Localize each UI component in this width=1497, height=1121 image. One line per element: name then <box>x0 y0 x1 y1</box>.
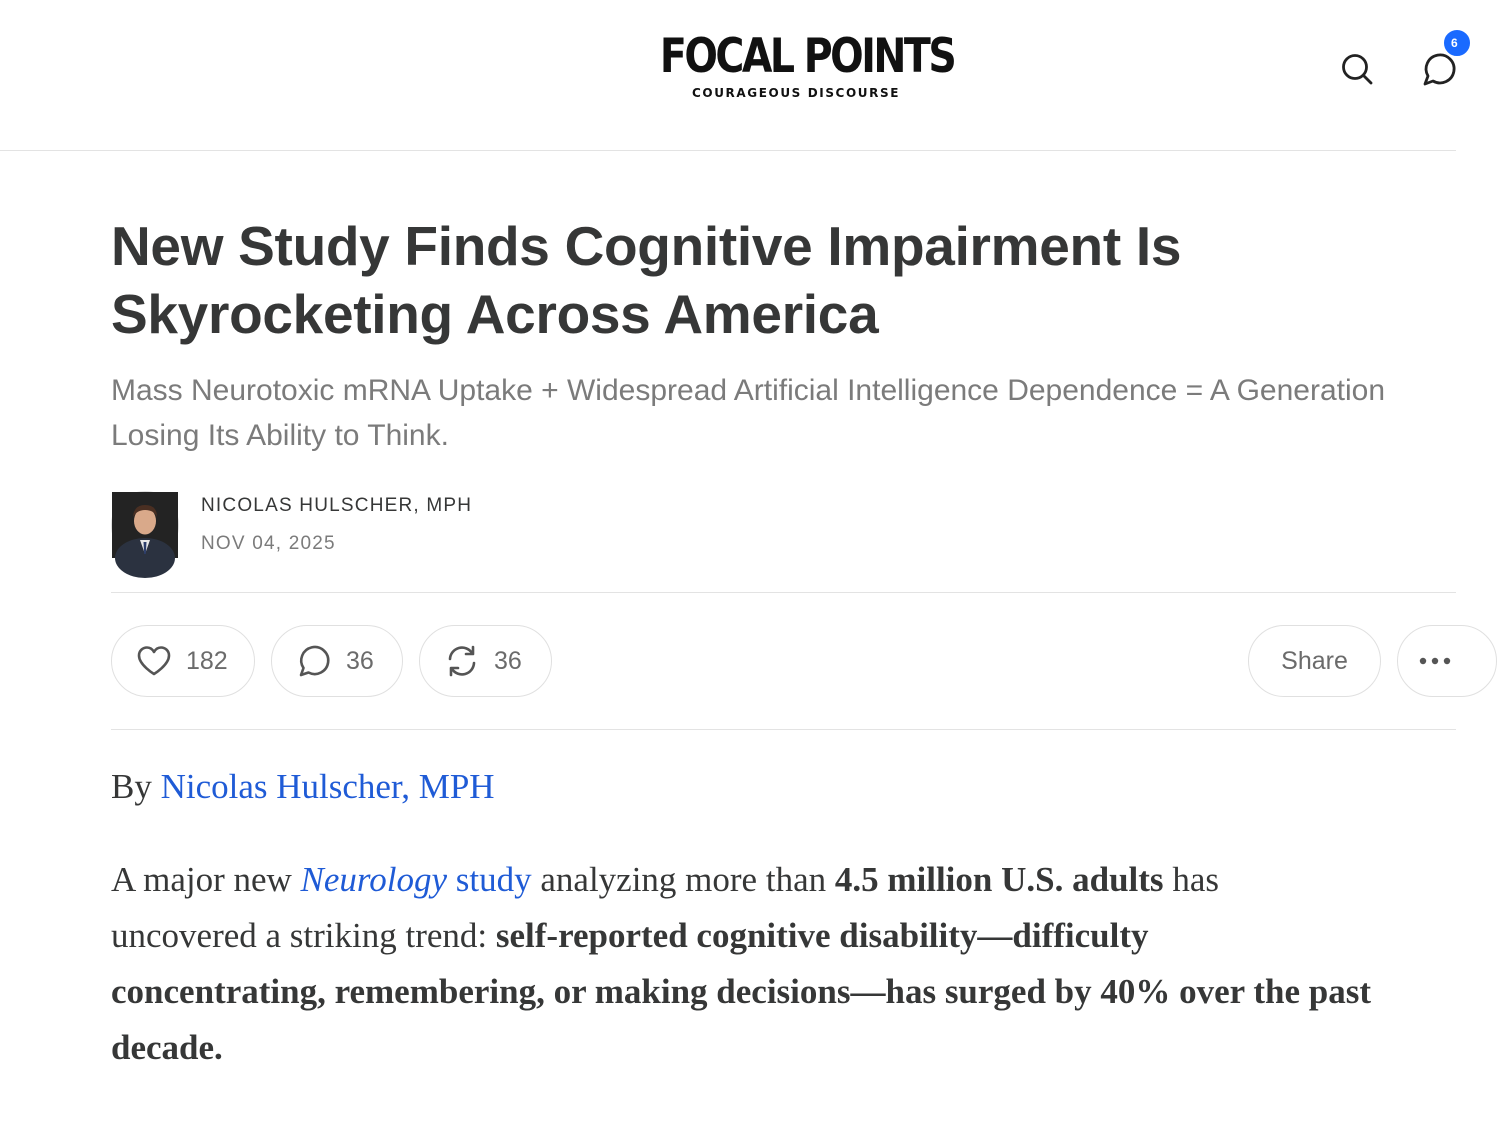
like-button[interactable] <box>111 625 255 697</box>
byline-prefix: By <box>111 767 152 806</box>
byline-author-link[interactable]: Nicolas Hulscher, MPH <box>160 767 495 806</box>
paragraph-line <box>111 1020 1456 1076</box>
publication-logo[interactable] <box>634 30 958 108</box>
share-button[interactable]: Share <box>1248 625 1381 697</box>
more-icon <box>1418 656 1452 666</box>
text-run: analyzing more than <box>540 860 827 899</box>
comment-count: 36 <box>346 646 374 675</box>
author-name[interactable]: NICOLAS HULSCHER, MPH <box>201 495 473 516</box>
logo-title: FOCAL POINTS <box>659 29 955 84</box>
restack-count: 36 <box>494 646 522 675</box>
divider <box>111 592 1456 593</box>
post-date: NOV 04, 2025 <box>201 533 336 554</box>
bold-text: concentrating, remembering, or making decisions—has surged by 40% over the past <box>111 972 1371 1011</box>
link-italic-text: Neurology <box>300 860 448 899</box>
publication-header <box>0 0 1456 151</box>
restack-icon <box>444 644 480 678</box>
heart-icon <box>136 645 172 677</box>
comment-button[interactable] <box>271 625 403 697</box>
paragraph-line <box>111 964 1456 1020</box>
article-subtitle: Mass Neurotoxic mRNA Uptake + Widespread Artificial Intelligence Dependence = A Generation Losing Its Ability to Think. <box>111 374 1386 452</box>
notification-badge[interactable]: 6 <box>1442 28 1472 58</box>
neurology-study-link[interactable] <box>301 860 532 899</box>
text-run: A major new <box>111 860 292 899</box>
link-text: study <box>455 860 532 899</box>
bold-text: 4.5 million U.S. adults <box>834 860 1164 899</box>
search-button[interactable] <box>1337 49 1377 89</box>
like-count: 182 <box>186 646 228 675</box>
article-paragraph <box>111 852 1456 1076</box>
author-avatar[interactable] <box>111 491 179 559</box>
paragraph-line <box>111 852 1456 908</box>
bold-text: self-reported cognitive disability—difficulty <box>495 916 1149 955</box>
more-button[interactable] <box>1397 625 1497 697</box>
article-title: New Study Finds Cognitive Impairment Is Skyrocketing Across America <box>111 215 1182 345</box>
paragraph-line <box>111 908 1456 964</box>
text-run: has <box>1172 860 1219 899</box>
restack-button[interactable] <box>419 625 552 697</box>
bold-text: decade. <box>111 1028 223 1067</box>
article-byline <box>111 763 495 811</box>
logo-tagline: COURAGEOUS DISCOURSE <box>692 86 900 100</box>
divider <box>111 729 1456 730</box>
comment-icon <box>296 644 332 678</box>
text-run: uncovered a striking trend: <box>111 916 488 955</box>
search-icon <box>1340 52 1374 86</box>
